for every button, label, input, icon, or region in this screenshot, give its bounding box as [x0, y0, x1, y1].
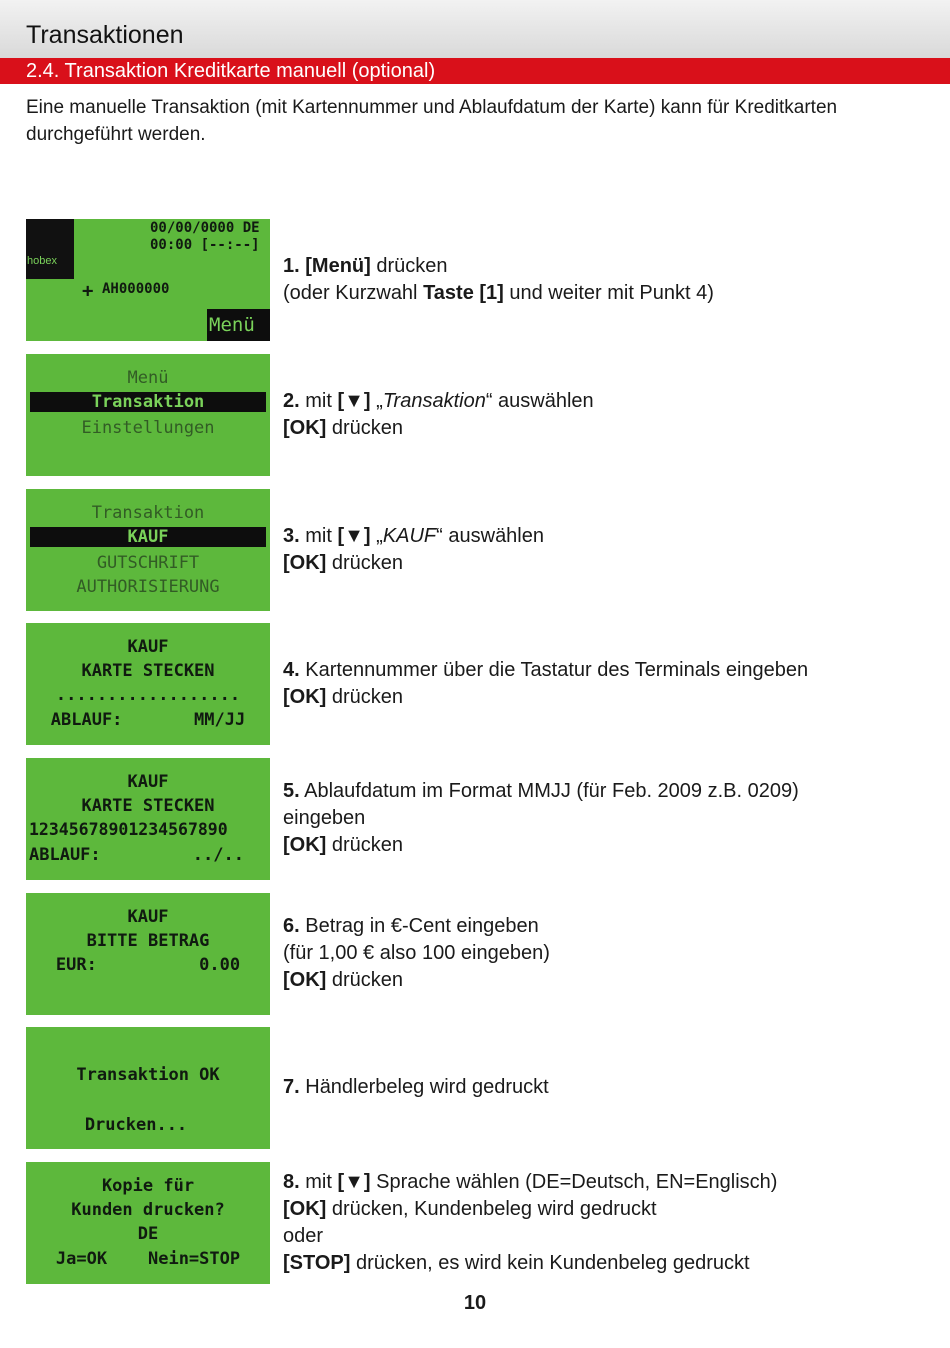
lcd-account: AH000000	[102, 281, 170, 297]
terminal-screen-3: Transaktion KAUF GUTSCHRIFT AUTHORISIERUNG	[26, 489, 270, 611]
terminal-screen-1	[26, 219, 270, 341]
step-3: 3. mit [▼] „KAUF“ auswählen [OK] drücken	[283, 525, 544, 574]
terminal-screen-8: Kopie für Kunden drucken? DE Ja=OK Nein=STOP	[26, 1162, 270, 1284]
lcd-datetime: 00/00/0000 DE	[150, 220, 260, 236]
step-8: 8. mit [▼] Sprache wählen (DE=Deutsch, EN=Englisch) [OK] drücken, Kundenbeleg wird gedruckt oder [STOP] drücken, es wird kein Kundenbeleg gedruckt	[283, 1171, 778, 1274]
step-7: 7. Händlerbeleg wird gedruckt	[283, 1076, 549, 1098]
page-number: 10	[463, 1292, 487, 1314]
plus-icon: +	[82, 280, 94, 302]
terminal-screen-7: Transaktion OK Drucken...	[26, 1027, 270, 1149]
step-2: 2. mit [▼] „Transaktion“ auswählen [OK] drücken	[283, 390, 594, 439]
lcd-time: 00:00 [--:--]	[150, 237, 260, 253]
terminal-screen-2: Menü Transaktion Einstellungen	[26, 354, 270, 476]
step-6: 6. Betrag in €-Cent eingeben (für 1,00 € also 100 eingeben) [OK] drücken	[283, 915, 550, 991]
section-bar	[0, 58, 950, 84]
page-title: Transaktionen	[26, 21, 184, 49]
section-title: 2.4. Transaktion Kreditkarte manuell (optional)	[26, 60, 436, 82]
logo-block	[26, 219, 74, 279]
header-bar	[0, 0, 950, 58]
intro-text: Eine manuelle Transaktion (mit Kartennummer und Ablaufdatum der Karte) kann für Kreditkarten durchgeführt werden.	[26, 97, 838, 145]
terminal-screen-6: KAUF BITTE BETRAG EUR: 0.00	[26, 893, 270, 1015]
step-1: 1. [Menü] drücken (oder Kurzwahl Taste [1] und weiter mit Punkt 4)	[283, 255, 714, 304]
step-4: 4. Kartennummer über die Tastatur des Terminals eingeben [OK] drücken	[283, 659, 809, 708]
hobex-logo: hobex	[27, 255, 57, 267]
menu-softkey: Menü	[207, 309, 270, 341]
terminal-screen-4: KAUF KARTE STECKEN .................. ABLAUF: MM/JJ	[26, 623, 270, 745]
step-5: 5. Ablaufdatum im Format MMJJ (für Feb. 2009 z.B. 0209) eingeben [OK] drücken	[283, 780, 799, 856]
terminal-screen-5: KAUF KARTE STECKEN 12345678901234567890 ABLAUF: ../..	[26, 758, 270, 880]
